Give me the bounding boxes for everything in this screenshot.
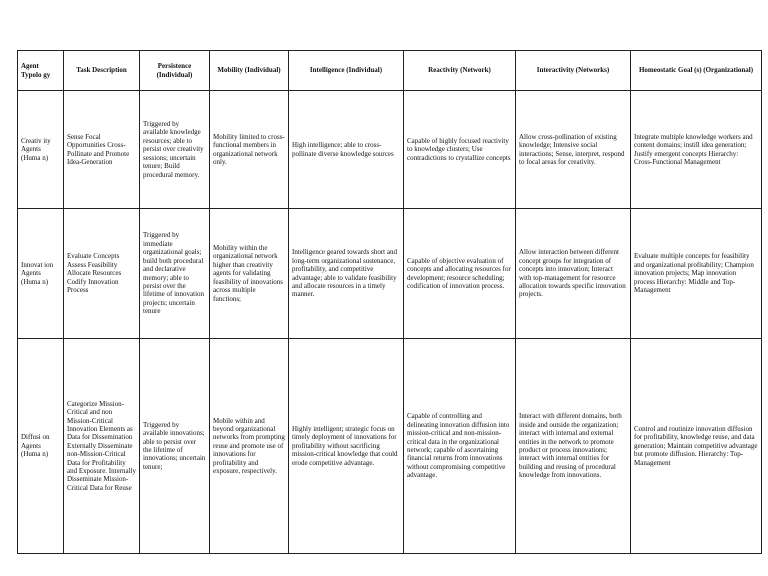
header-persistence: Persistence (Individual)	[140, 51, 210, 91]
table-row	[18, 209, 762, 339]
header-interactivity: Interactivity (Networks)	[516, 51, 631, 91]
intelligence-cell: Highly intelligent; strategic focus on timely deployment of innovations for profitability without sacrificing mission-critical knowledge that could erode competitive advantage.	[289, 339, 404, 554]
agent-type-cell: Diffusi on Agents (Huma n)	[18, 339, 64, 554]
persistence-cell: Triggered by available innovations; able to persist over the lifetime of innovations; uncertain tenure;	[140, 339, 210, 554]
header-agent-typology: Agent Typolo gy	[18, 51, 64, 91]
reactivity-cell: Capable of controlling and delineating innovation diffusion into mission-critical and non-mission-critical data in the organizational network; capable of ascertaining financial returns from innovations without compromising competitive advantage.	[404, 339, 516, 554]
interactivity-cell: Interact with different domains, both inside and outside the organization; interact with internal and external entities in the network to promote product or process innovations; interact with internal entities for building and reusing of procedural knowledge from innovations.	[516, 339, 631, 554]
header-row	[18, 51, 762, 91]
goal-cell: Control and routinize innovation diffusion for profitability, knowledge reuse, and data generation; Maintain competitive advantage but promote diffusion. Hierarchy: Top-Management	[631, 339, 762, 554]
task-cell: Sense Focal Opportunities Cross-Pollinate and Promote Idea-Generation	[64, 91, 140, 209]
mobility-cell: Mobility within the organizational network higher than creativity agents for validating feasibility of innovations across multiple functions;	[210, 209, 289, 339]
interactivity-cell: Allow interaction between different concept groups for integration of concepts into innovation; Interact with top-management for resource allocation towards specific innovation projects.	[516, 209, 631, 339]
mobility-cell: Mobile within and beyond organizational networks from prompting reuse and promote use of innovations for profitability and exposure, respectively.	[210, 339, 289, 554]
agent-type-cell: Creativ ity Agents (Huma n)	[18, 91, 64, 209]
header-reactivity: Reactivity (Network)	[404, 51, 516, 91]
intelligence-cell: High intelligence; able to cross-pollinate diverse knowledge sources	[289, 91, 404, 209]
intelligence-cell: Intelligence geared towards short and long-term organizational sustenance, profitability, and competitive advantage; able to validate feasibility and allocate resources in a timely manner.	[289, 209, 404, 339]
agent-type-cell: Innovat ion Agents (Huma n)	[18, 209, 64, 339]
task-cell: Evaluate Concepts Assess Feasibility Allocate Resources Codify Innovation Process	[64, 209, 140, 339]
table-row	[18, 339, 762, 554]
mobility-cell: Mobility limited to cross-functional members in organizational network only.	[210, 91, 289, 209]
interactivity-cell: Allow cross-pollination of existing knowledge; Intensive social interactions; Sense, interpret, respond to focal areas for creativity.	[516, 91, 631, 209]
header-mobility: Mobility (Individual)	[210, 51, 289, 91]
persistence-cell: Triggered by available knowledge resources; able to persist over creativity sessions; uncertain tenure; Build procedural memory.	[140, 91, 210, 209]
goal-cell: Evaluate multiple concepts for feasibility and organizational profitability; Champion innovation projects; Map innovation process Hierarchy: Middle and Top-Management	[631, 209, 762, 339]
table-row	[18, 91, 762, 209]
agent-typology-table	[17, 50, 762, 554]
reactivity-cell: Capable of highly focused reactivity to knowledge clusters; Use contradictions to crystallize concepts	[404, 91, 516, 209]
task-cell: Categorize Mission-Critical and non Mission-Critical Innovation Elements as Data for Dissemination Externally Disseminate non-Mission-Critical Data for Profitability and Exposure. Internally Disseminate Mission-Critical Data for Reuse	[64, 339, 140, 554]
reactivity-cell: Capable of objective evaluation of concepts and allocating resources for development; resource scheduling; codification of innovation process.	[404, 209, 516, 339]
header-intelligence: Intelligence (Individual)	[289, 51, 404, 91]
goal-cell: Integrate multiple knowledge workers and content domains; instill idea generation; Justify emergent concepts Hierarchy: Cross-Functional Management	[631, 91, 762, 209]
header-task-description: Task Description	[64, 51, 140, 91]
persistence-cell: Triggered by immediate organizational goals; build both procedural and declarative memory; able to persist over the lifetime of innovation projects; uncertain tenure	[140, 209, 210, 339]
header-homeostatic-goal: Homeostatic Goal (s) (Organizational)	[631, 51, 762, 91]
